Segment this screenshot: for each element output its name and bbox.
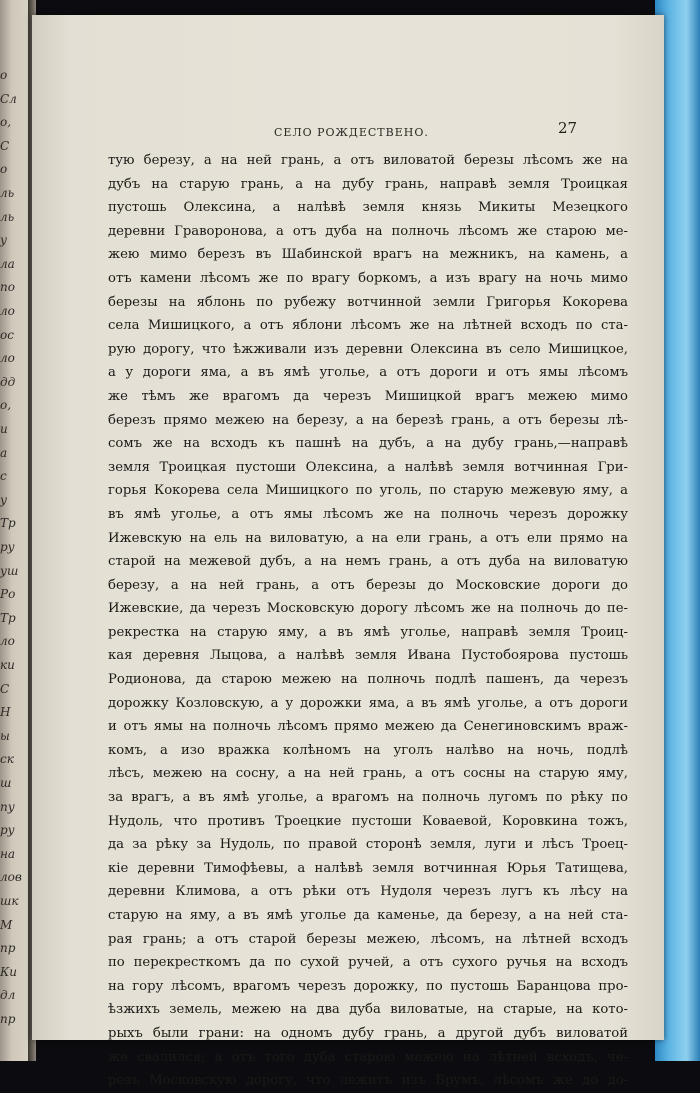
previous-page-text-fragment: ск xyxy=(0,752,14,767)
text-line: Нудоль, что противъ Троецкие пустоши Коваевой, Коровкина тожъ, xyxy=(108,813,628,829)
text-line: рекрестка на старую яму, а въ ямѣ уголье, направѣ земля Троиц- xyxy=(108,624,628,640)
text-line: комъ, а изо вражка колѣномъ на уголъ налѣво на ночь, подлѣ xyxy=(108,742,628,758)
previous-page-text-fragment: у xyxy=(0,233,7,248)
text-line: по перекресткомъ да по сухой ручей, а отъ сухого ручья на всходъ xyxy=(108,955,628,971)
text-line: тую березу, а на ней грань, а отъ виловатой березы лѣсомъ же на xyxy=(108,153,628,168)
text-line: деревни Граворонова, а отъ дуба на полночь лѣсомъ же старою ме- xyxy=(108,223,628,239)
text-line: кіе деревни Тимофѣевы, а налѣвѣ земля вотчинная Юрья Татищева, xyxy=(108,860,628,876)
text-line: пустошь Олексина, а налѣвѣ земля князь Микиты Мезецкого xyxy=(108,200,628,216)
previous-page-text-fragment: у xyxy=(0,492,7,507)
previous-page-text-fragment: пу xyxy=(0,799,15,814)
previous-page-text-fragment: ль xyxy=(0,186,15,200)
text-line: же свалился; а отъ того дуба старою межею на лѣтней всходъ, че- xyxy=(108,1049,628,1065)
previous-page-text-fragment: о xyxy=(0,162,8,177)
previous-page-text-fragment: дд xyxy=(0,374,16,389)
previous-page-text-fragment: Ро xyxy=(0,587,16,602)
previous-page-text-fragment: Тр xyxy=(0,610,16,625)
text-line: горья Кокорева села Мишицкого по уголь, по старую межевую яму, а xyxy=(108,483,628,499)
previous-page-text-fragment: ло xyxy=(0,351,15,366)
previous-page-text-fragment: пр xyxy=(0,941,16,956)
previous-page-text-fragment: о xyxy=(0,68,8,82)
previous-page-text-fragment: Н xyxy=(0,705,11,720)
text-line: березъ прямо межею на березу, а на березѣ грань, а отъ березы лѣ- xyxy=(108,412,628,428)
text-line: березы на яблонь по рубежу вотчинной земли Григорья Кокорева xyxy=(108,294,628,310)
text-line: рыхъ были грани: на одномъ дубу грань, а другой дубъ виловатой xyxy=(108,1025,628,1041)
previous-page-text-fragment: ло xyxy=(0,634,15,649)
text-line: дубъ на старую грань, а на дубу грань, направѣ земля Троицкая xyxy=(108,176,628,192)
previous-page-text-fragment: ру xyxy=(0,540,15,554)
text-line: резъ Московскую дорогу, что лежитъ изъ Брумъ, лѣсомъ же до до- xyxy=(108,1073,628,1089)
text-line: старую на яму, а въ ямѣ уголье да каменье, да березу, а на ней ста- xyxy=(108,908,628,923)
previous-page-text-fragment: пр xyxy=(0,1012,16,1026)
text-line: рая грань; а отъ старой березы межею, лѣсомъ, на лѣтней всходъ xyxy=(108,931,628,947)
text-line: сомъ же на всходъ къ пашнѣ на дубъ, а на дубу грань,—направѣ xyxy=(108,436,628,452)
previous-page-text-fragment: ру xyxy=(0,823,15,838)
text-line: кая деревня Лыцова, а налѣвѣ земля Ивана Пустобоярова пустошь xyxy=(108,648,628,664)
running-title: СЕЛО РОЖДЕСТВЕНО. xyxy=(274,126,429,139)
previous-page-text-fragment: с xyxy=(0,469,7,484)
previous-page-edge xyxy=(0,0,30,1061)
text-line: Родионова, да старою межею на полночь подлѣ пашенъ, да черезъ xyxy=(108,672,628,688)
text-line: же тѣмъ же врагомъ да черезъ Мишицкой врагъ межею мимо xyxy=(108,388,628,404)
page-number: 27 xyxy=(558,119,578,137)
text-line: рую дорогу, что ѣжживали изъ деревни Олексина въ село Мишицкое, xyxy=(108,341,628,357)
previous-page-text-fragment: С xyxy=(0,138,10,153)
previous-page-text-fragment: ос xyxy=(0,327,14,342)
previous-page-text-fragment: ки xyxy=(0,658,15,672)
text-line: въ ямѣ уголье, а отъ ямы лѣсомъ же на полночь черезъ дорожку xyxy=(108,506,628,522)
text-line: за врагъ, а въ ямѣ уголье, а врагомъ на полночь лугомъ по рѣку по xyxy=(108,790,628,806)
previous-page-text-fragment: М xyxy=(0,917,13,932)
previous-page-text-fragment: ль xyxy=(0,209,15,224)
book-page xyxy=(32,15,664,1089)
previous-page-text-fragment: о, xyxy=(0,115,12,130)
previous-page-text-fragment: и xyxy=(0,422,8,436)
previous-page-text-fragment: Тр xyxy=(0,516,16,531)
text-line: земля Троицкая пустоши Олексина, а налѣвѣ земля вотчинная Гри- xyxy=(108,459,628,475)
text-line: а у дороги яма, а въ ямѣ уголье, а отъ дороги и отъ ямы лѣсомъ xyxy=(108,365,628,381)
text-line: и отъ ямы на полночь лѣсомъ прямо межею да Сенегиновскимъ врaж- xyxy=(108,719,628,735)
text-line: села Мишицкого, а отъ яблони лѣсомъ же на лѣтней всходъ по ста- xyxy=(108,318,628,334)
previous-page-text-fragment: на xyxy=(0,846,16,861)
previous-page-text-fragment: о, xyxy=(0,398,12,413)
text-line: жею мимо березъ въ Шабинской врагъ на межникъ, на камень, а xyxy=(108,247,628,263)
text-line: да за рѣку за Нудоль, по правой сторонѣ земля, луги и лѣсъ Троец- xyxy=(108,837,628,853)
previous-page-text-fragment: Ки xyxy=(0,964,18,979)
previous-page-text-fragment: ло xyxy=(0,304,15,318)
previous-page-text-fragment: ла xyxy=(0,256,15,271)
text-line: старой на межевой дубъ, а на немъ грань, а отъ дуба на виловатую xyxy=(108,554,628,570)
previous-page-text-fragment: шк xyxy=(0,894,19,908)
text-line: Ижевскую на ель на виловатую, а на ели грань, а отъ ели прямо на xyxy=(108,530,628,546)
text-line: ѣзжихъ земель, межею на два дуба виловатые, на старые, на кото- xyxy=(108,1002,628,1018)
previous-page-text-fragment: по xyxy=(0,280,15,295)
previous-page-text-fragment: лов xyxy=(0,870,22,885)
previous-page-text-fragment: ы xyxy=(0,728,10,743)
text-line: отъ камени лѣсомъ же по врагу боркомъ, а изъ врагу на ночь мимо xyxy=(108,270,628,286)
body-text xyxy=(108,149,628,1093)
previous-page-text-fragment: ш xyxy=(0,776,12,790)
text-line: Ижевские, да черезъ Московскую дорогу лѣсомъ же на полночь до пе- xyxy=(108,601,628,617)
text-line: дорожку Козловскую, а у дорожки яма, а въ ямѣ уголье, а отъ дороги xyxy=(108,695,628,711)
text-line: деревни Климова, а отъ рѣки отъ Нудоля черезъ лугъ къ лѣсу на xyxy=(108,884,628,900)
previous-page-text-fragment: а xyxy=(0,445,8,460)
previous-page-text-fragment: уш xyxy=(0,563,19,578)
text-line: березу, а на ней грань, а отъ березы до Московские дороги до xyxy=(108,577,628,593)
text-line: лѣсъ, межею на сосну, а на ней грань, а отъ сосны на старую яму, xyxy=(108,766,628,782)
previous-page-text-fragment: дл xyxy=(0,988,16,1003)
text-line: на гору лѣсомъ, врагомъ черезъ дорожку, по пустошь Баранцова про- xyxy=(108,978,628,994)
previous-page-text-fragment: С xyxy=(0,681,10,696)
previous-page-text-fragment: Сл xyxy=(0,91,17,106)
